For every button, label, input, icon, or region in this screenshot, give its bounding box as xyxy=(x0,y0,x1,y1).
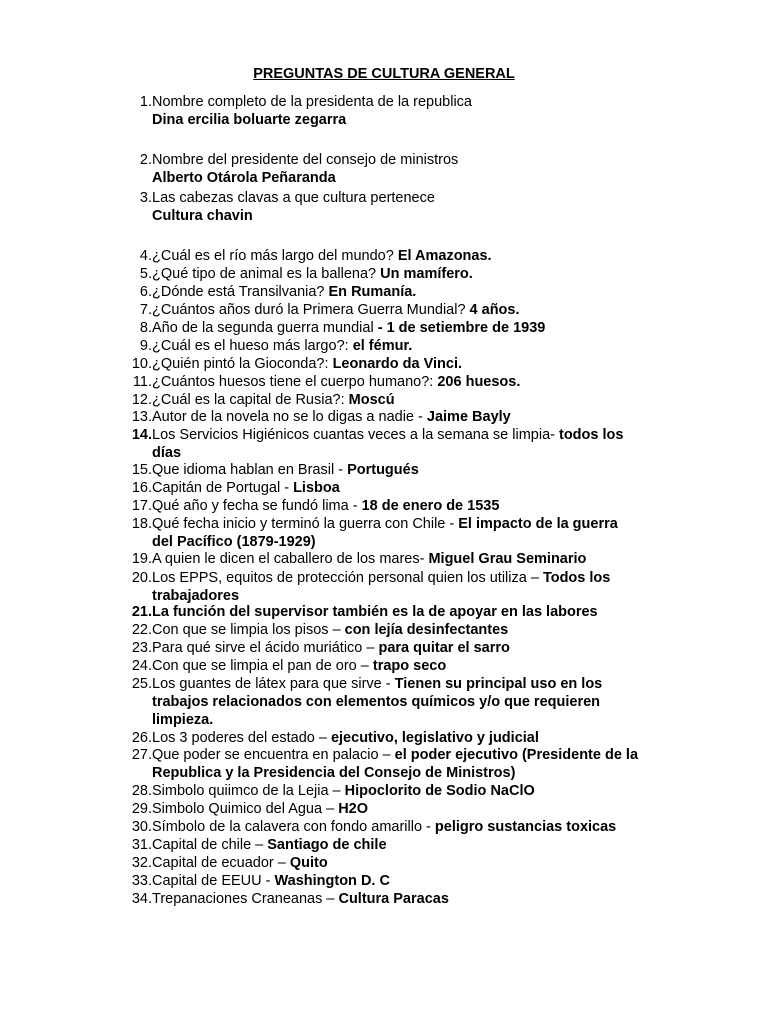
item-text xyxy=(152,319,680,337)
answer-text: Portugués xyxy=(347,462,419,478)
answer-text: todos los xyxy=(559,427,624,443)
list-item xyxy=(120,391,680,409)
item-text xyxy=(152,93,680,129)
item-number: 7. xyxy=(139,302,152,318)
item-number: 14. xyxy=(131,427,152,443)
item-text xyxy=(152,818,680,836)
item-text xyxy=(152,729,680,747)
list-item xyxy=(120,603,680,621)
item-number: 27. xyxy=(131,747,152,763)
answer-text: Leonardo da Vinci. xyxy=(332,356,463,372)
list-item xyxy=(120,569,680,605)
answer-text: Lisboa xyxy=(293,480,340,496)
answer-text: 18 de enero de 1535 xyxy=(361,498,500,514)
item-text xyxy=(152,301,680,319)
item-number: 25. xyxy=(131,676,152,692)
list-item xyxy=(120,657,680,675)
list-item xyxy=(120,355,680,373)
answer-text: con lejía desinfectantes xyxy=(344,622,509,638)
question-text: Que idioma hablan en Brasil - xyxy=(152,462,348,478)
item-number: 15. xyxy=(131,462,152,478)
item-number: 18. xyxy=(131,516,152,532)
item-number: 4. xyxy=(139,248,152,264)
list-item xyxy=(120,461,680,479)
item-number: 13. xyxy=(131,409,152,425)
item-number: 5. xyxy=(139,266,152,282)
answer-text: El Amazonas. xyxy=(397,248,492,264)
question-text: Qué fecha inicio y terminó la guerra con Chile - xyxy=(152,516,459,532)
question-text: ¿Qué tipo de animal es la ballena? xyxy=(152,266,381,282)
item-text xyxy=(152,355,680,373)
list-item xyxy=(120,301,680,319)
item-number: 9. xyxy=(139,338,152,354)
item-number: 3. xyxy=(139,190,152,206)
item-number: 1. xyxy=(139,94,152,110)
item-text xyxy=(152,189,680,225)
question-text: Que poder se encuentra en palacio – xyxy=(152,747,395,763)
list-item xyxy=(120,408,680,426)
item-text xyxy=(152,408,680,426)
question-text: ¿Quién pintó la Gioconda?: xyxy=(152,356,333,372)
answer-text: 206 huesos. xyxy=(437,374,521,390)
item-number: 16. xyxy=(131,480,152,496)
answer-text: Moscú xyxy=(348,392,395,408)
item-text xyxy=(152,391,680,409)
item-number: 23. xyxy=(131,640,152,656)
item-text xyxy=(152,782,680,800)
answer-continuation: del Pacífico (1879-1929) xyxy=(152,534,316,550)
item-text xyxy=(152,283,680,301)
question-text: Los 3 poderes del estado – xyxy=(152,730,331,746)
item-text xyxy=(152,872,680,890)
question-text: Capital de chile – xyxy=(152,837,268,853)
answer-continuation: trabajadores xyxy=(152,588,240,604)
question-text: ¿Dónde está Transilvania? xyxy=(152,284,329,300)
list-item xyxy=(120,283,680,301)
list-item xyxy=(120,373,680,391)
item-number: 21. xyxy=(131,604,152,620)
question-text: Los Servicios Higiénicos cuantas veces a la semana se limpia- xyxy=(152,427,559,443)
answer-text: Quito xyxy=(289,855,328,871)
item-text xyxy=(152,497,680,515)
question-text: Los EPPS, equitos de protección personal quien los utiliza – xyxy=(152,570,543,586)
item-number: 12. xyxy=(131,392,152,408)
list-item xyxy=(120,818,680,836)
question-text: Capitán de Portugal - xyxy=(152,480,294,496)
document-title: PREGUNTAS DE CULTURA GENERAL xyxy=(253,66,515,82)
item-text xyxy=(152,151,680,187)
answer-text: Miguel Grau Seminario xyxy=(428,551,587,567)
item-text xyxy=(152,373,680,391)
answer-text: H2O xyxy=(338,801,369,817)
question-text: Con que se limpia los pisos – xyxy=(152,622,345,638)
question-text: A quien le dicen el caballero de los mares- xyxy=(152,551,429,567)
list-item xyxy=(120,729,680,747)
answer-text: 4 años. xyxy=(469,302,520,318)
question-text: ¿Cuál es el hueso más largo?: xyxy=(152,338,353,354)
question-text: Capital de ecuador – xyxy=(152,855,290,871)
item-text xyxy=(152,265,680,283)
question-text: Con que se limpia el pan de oro – xyxy=(152,658,373,674)
answer-text: Hipoclorito de Sodio NaClO xyxy=(344,783,535,799)
answer-text: Santiago de chile xyxy=(267,837,387,853)
item-number: 33. xyxy=(131,873,152,889)
answer-text: Jaime Bayly xyxy=(426,409,511,425)
question-text: Para qué sirve el ácido muriático – xyxy=(152,640,379,656)
item-text xyxy=(152,800,680,818)
item-text xyxy=(152,461,680,479)
answer-continuation: limpieza. xyxy=(152,712,214,728)
list-item xyxy=(120,675,680,729)
list-item xyxy=(120,800,680,818)
answer-continuation: Republica y la Presidencia del Consejo de Ministros) xyxy=(152,765,516,781)
question-text: ¿Cuál es la capital de Rusia?: xyxy=(152,392,349,408)
item-number: 28. xyxy=(131,783,152,799)
item-text xyxy=(152,639,680,657)
list-item xyxy=(120,247,680,265)
item-text xyxy=(152,890,680,908)
answer-text: Tienen su principal uso en los xyxy=(394,676,603,692)
answer-text: Cultura Paracas xyxy=(338,891,449,907)
item-number: 8. xyxy=(139,320,152,336)
list-item xyxy=(120,189,680,225)
question-text: ¿Cuántos años duró la Primera Guerra Mundial? xyxy=(152,302,470,318)
list-item xyxy=(120,151,680,187)
question-text: Nombre completo de la presidenta de la republica xyxy=(152,94,472,110)
list-item xyxy=(120,782,680,800)
question-text: Simbolo Quimico del Agua – xyxy=(152,801,339,817)
list-item xyxy=(120,497,680,515)
answer-continuation: trabajos relacionados con elementos químicos y/o que requieren xyxy=(152,694,601,710)
item-number: 30. xyxy=(131,819,152,835)
list-item xyxy=(120,93,680,129)
item-text xyxy=(152,621,680,639)
question-text: Trepanaciones Craneanas – xyxy=(152,891,339,907)
item-number: 17. xyxy=(131,498,152,514)
item-text xyxy=(152,337,680,355)
item-text xyxy=(152,569,680,605)
question-text: Autor de la novela no se lo digas a nadie - xyxy=(152,409,427,425)
item-text xyxy=(152,603,680,621)
answer-text: Un mamífero. xyxy=(380,266,473,282)
list-item xyxy=(120,515,680,551)
question-text: ¿Cuántos huesos tiene el cuerpo humano?: xyxy=(152,374,438,390)
list-item xyxy=(120,639,680,657)
answer-text: trapo seco xyxy=(372,658,447,674)
item-number: 32. xyxy=(131,855,152,871)
list-item xyxy=(120,319,680,337)
list-item xyxy=(120,550,680,568)
list-item xyxy=(120,746,680,782)
answer-text: ejecutivo, legislativo y judicial xyxy=(330,730,539,746)
answer-text: el fémur. xyxy=(352,338,413,354)
question-text: Los guantes de látex para que sirve - xyxy=(152,676,395,692)
question-text: Capital de EEUU - xyxy=(152,873,275,889)
question-text: Qué año y fecha se fundó lima - xyxy=(152,498,362,514)
item-text xyxy=(152,854,680,872)
question-text: Las cabezas clavas a que cultura pertenece xyxy=(152,190,435,206)
item-number: 2. xyxy=(139,152,152,168)
item-text xyxy=(152,426,680,462)
item-number: 34. xyxy=(131,891,152,907)
question-text: Simbolo quiimco de la Lejia – xyxy=(152,783,345,799)
item-number: 31. xyxy=(131,837,152,853)
answer-text: peligro sustancias toxicas xyxy=(434,819,617,835)
question-text: Nombre del presidente del consejo de ministros xyxy=(152,152,459,168)
item-text xyxy=(152,675,680,729)
item-text xyxy=(152,746,680,782)
answer-text: Washington D. C xyxy=(274,873,390,889)
question-text: Año de la segunda guerra mundial xyxy=(152,320,378,336)
answer-continuation: días xyxy=(152,445,182,461)
item-text xyxy=(152,550,680,568)
list-item xyxy=(120,337,680,355)
item-number: 20. xyxy=(131,570,152,586)
item-text xyxy=(152,836,680,854)
item-number: 29. xyxy=(131,801,152,817)
list-item xyxy=(120,872,680,890)
answer-text: - 1 de setiembre de 1939 xyxy=(377,320,546,336)
answer-text: El impacto de la guerra xyxy=(458,516,618,532)
question-text: Símbolo de la calavera con fondo amarillo - xyxy=(152,819,435,835)
list-item xyxy=(120,426,680,462)
answer-text: Alberto Otárola Peñaranda xyxy=(152,170,336,186)
list-item xyxy=(120,890,680,908)
item-number: 10. xyxy=(131,356,152,372)
item-number: 6. xyxy=(139,284,152,300)
item-number: 26. xyxy=(131,730,152,746)
list-item xyxy=(120,479,680,497)
item-text xyxy=(152,247,680,265)
item-number: 24. xyxy=(131,658,152,674)
list-item xyxy=(120,854,680,872)
item-number: 19. xyxy=(131,551,152,567)
list-item xyxy=(120,265,680,283)
answer-text: En Rumanía. xyxy=(328,284,417,300)
answer-text: para quitar el sarro xyxy=(378,640,510,656)
item-text xyxy=(152,657,680,675)
item-text xyxy=(152,479,680,497)
item-text xyxy=(152,515,680,551)
answer-text: Todos los xyxy=(542,570,611,586)
question-text: La función del supervisor también es la de apoyar en las labores xyxy=(152,604,598,620)
answer-text: Cultura chavin xyxy=(152,208,253,224)
item-number: 11. xyxy=(132,374,152,390)
item-number: 22. xyxy=(131,622,152,638)
question-text: ¿Cuál es el río más largo del mundo? xyxy=(152,248,398,264)
answer-text: Dina ercilia boluarte zegarra xyxy=(152,112,347,128)
answer-text: el poder ejecutivo (Presidente de la xyxy=(394,747,639,763)
list-item xyxy=(120,621,680,639)
list-item xyxy=(120,836,680,854)
